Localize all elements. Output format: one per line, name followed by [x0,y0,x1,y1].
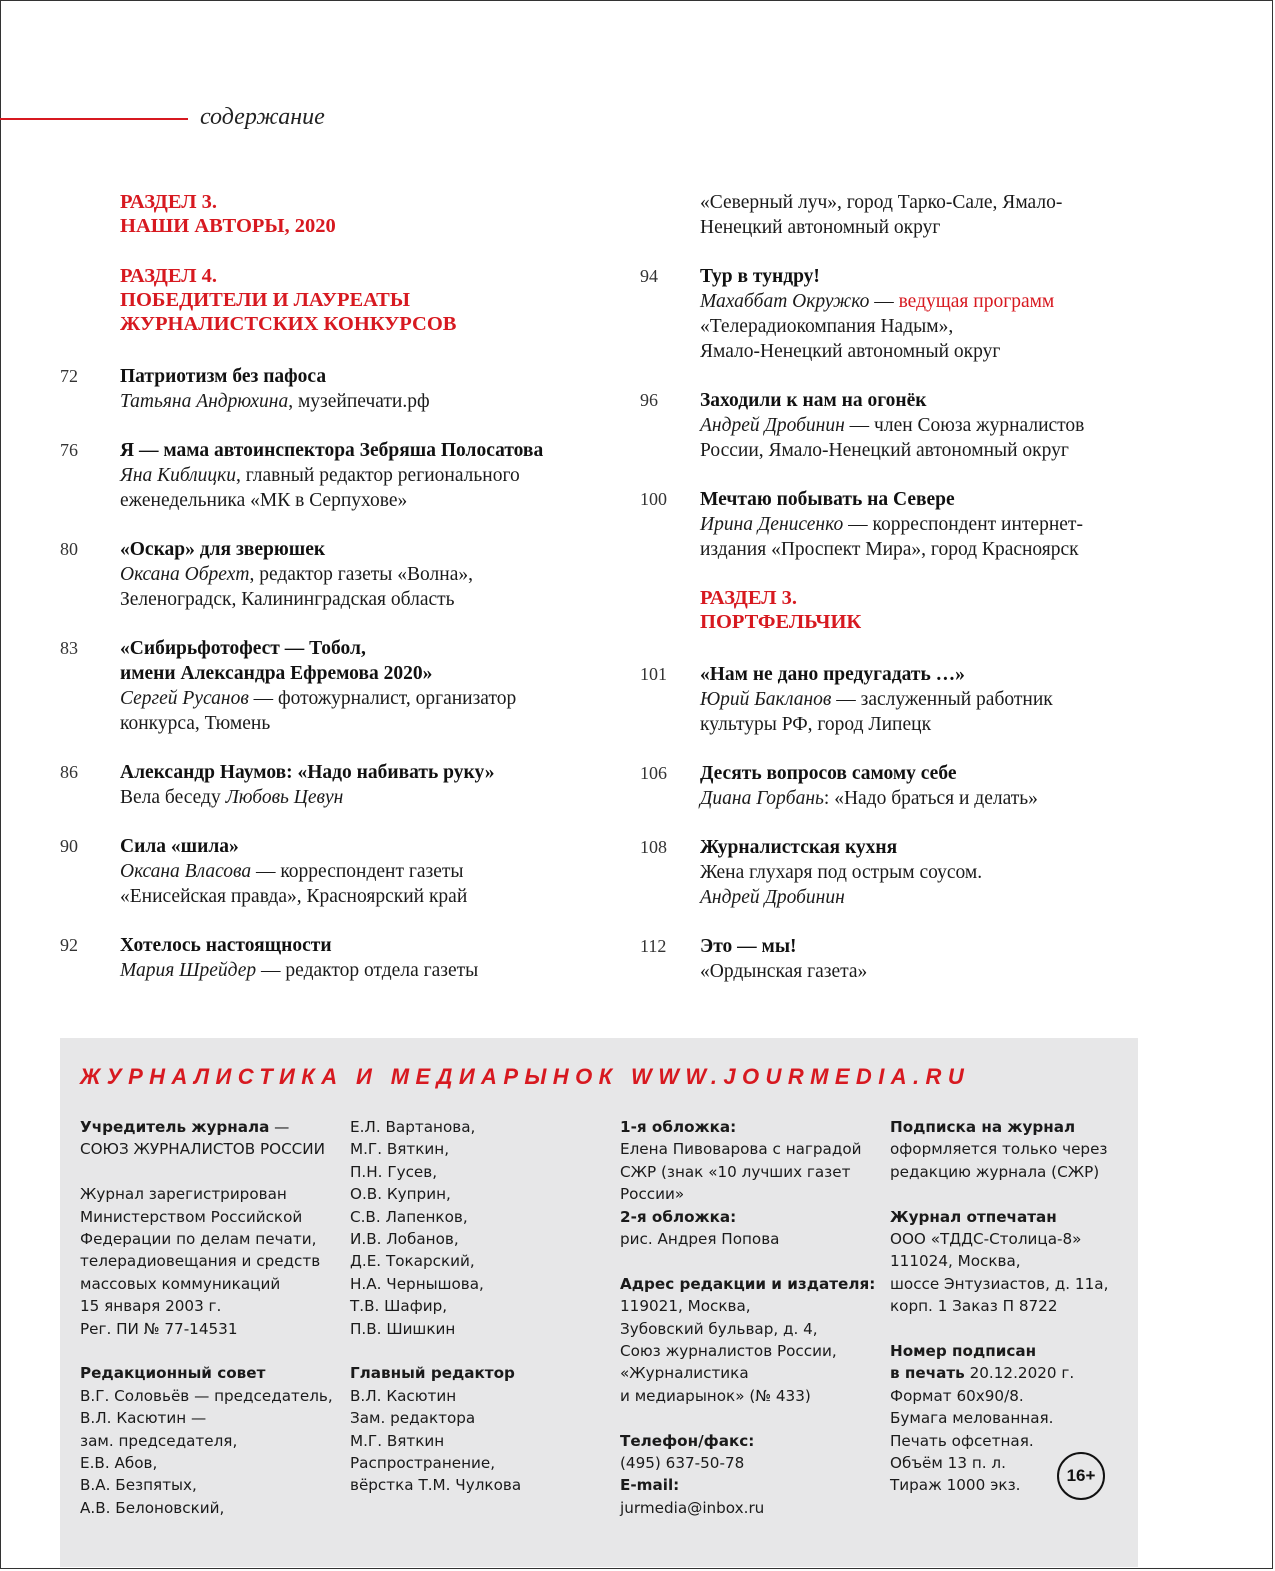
cover2-label: 2-я обложка: [620,1207,737,1226]
council-member: П.Н. Гусев, [350,1162,438,1181]
page-number: 72 [60,366,78,386]
article-subtitle: Жена глухаря под острым соусом. [700,862,983,883]
page-number: 80 [60,539,78,559]
editor-line: вёрстка Т.М. Чулкова [350,1476,522,1495]
address-label: Адрес редакции и издателя: [620,1274,876,1293]
page-number: 86 [60,762,78,782]
author-role: — корреспондент газеты [251,861,464,882]
age-rating-badge: 16+ [1057,1452,1105,1500]
toc-entry[interactable] [640,835,1160,910]
page-number: 106 [640,763,667,783]
cover1-line: России» [620,1185,685,1204]
editor-line: Распространение, [350,1454,496,1473]
editor-line: Зам. редактора [350,1409,476,1428]
spec-line: Формат 60х90/8. [890,1386,1024,1405]
article-title: Журналистская кухня [700,837,898,858]
section-title: ПОБЕДИТЕЛИ И ЛАУРЕАТЫ [120,289,410,311]
article-title-cont: имени Александра Ефремова 2020» [120,663,433,684]
phone-number: (495) 637-50-78 [620,1454,745,1473]
article-title: Патриотизм без пафоса [120,366,327,387]
council-label: Редакционный совет [80,1364,266,1383]
author-name: Ирина Денисенко [700,514,844,535]
editor-line: В.Л. Касютин [350,1386,457,1405]
author-name: Татьяна Андрюхина [120,391,289,412]
address-line: Зубовский бульвар, д. 4, [620,1319,818,1338]
page-number: 94 [640,266,658,286]
address-line: Союз журналистов России, [620,1342,837,1361]
article-title: Сила «шила» [120,836,239,857]
author-name: Андрей Дробинин [700,887,845,908]
toc-right-column [640,190,1160,1008]
founder-label: Учредитель журнала [80,1118,270,1136]
council-member: Н.А. Чернышова, [350,1274,484,1293]
council-member: С.В. Лапенков, [350,1207,468,1226]
imprint-column-subscription [890,1116,1108,1497]
signed-date: 20.12.2020 г. [964,1364,1075,1383]
cover1-line: СЖР (знак «10 лучших газет [620,1162,851,1181]
subscription-line: редакцию журнала (СЖР) [890,1162,1100,1181]
council-member: А.В. Белоновский, [80,1498,225,1517]
email-label: E-mail: [620,1476,680,1495]
author-role: , главный редактор регионального [236,465,520,486]
toc-entry[interactable] [60,760,600,810]
council-member: В.Г. Соловьёв — председатель, [80,1386,333,1405]
author-role: : «Надо браться и делать» [823,788,1038,809]
byline-continuation [640,190,1160,240]
cover1-line: Елена Пивоварова с наградой [620,1140,862,1159]
article-byline-cont: культуры РФ, город Липецк [700,714,932,735]
founder-dash: — [269,1118,290,1136]
address-line: «Журналистика [620,1364,749,1383]
toc-entry[interactable] [60,537,600,612]
imprint-column-contacts [620,1116,875,1519]
article-byline [120,686,600,711]
byline-dash: — [869,291,899,312]
spec-line: Объём 13 п. л. [890,1454,1006,1473]
article-byline-cont: Зеленоградск, Калининградская область [120,589,455,610]
article-byline [700,289,1160,314]
author-name: Махаббат Окружко [700,291,870,312]
toc-entry[interactable] [60,438,600,513]
article-title: «Сибирьфотофест — Тобол, [120,638,366,659]
registration-line: 15 января 2003 г. [80,1297,222,1316]
header-rule [0,118,188,120]
imprint-panel [60,1038,1138,1567]
address-line: 119021, Москва, [620,1297,751,1316]
cover2-line: рис. Андрея Попова [620,1230,780,1249]
page-number: 96 [640,390,658,410]
council-member: П.В. Шишкин [350,1319,456,1338]
council-member: Е.В. Абов, [80,1454,158,1473]
article-subtitle: «Ордынская газета» [700,961,868,982]
editor-label: Главный редактор [350,1364,515,1383]
council-member: О.В. Куприн, [350,1185,451,1204]
article-title: Хотелось настоящности [120,935,332,956]
author-role: — фотожурналист, организатор [248,688,517,709]
article-byline-cont: еженедельника «МК в Серпухове» [120,490,408,511]
article-byline-cont: России, Ямало-Ненецкий автономный округ [700,440,1069,461]
article-byline [700,413,1160,438]
email-address[interactable]: jurmedia@inbox.ru [620,1498,765,1517]
author-name: Яна Киблицки [120,465,237,486]
cover1-label: 1-я обложка: [620,1118,737,1136]
subscription-label: Подписка на журнал [890,1118,1076,1136]
registration-line: массовых коммуникаций [80,1274,281,1293]
author-role: — член Союза журналистов [844,415,1085,436]
article-title: Тур в тундру! [700,266,820,287]
section-heading-authors [120,190,600,238]
printer-line: шоссе Энтузиастов, д. 11а, [890,1274,1109,1293]
council-member: Д.Е. Токарский, [350,1252,475,1271]
toc-entry[interactable] [60,636,600,736]
toc-entry[interactable] [640,662,1160,737]
page-number: 101 [640,664,667,684]
council-member: В.Л. Касютин — [80,1409,207,1428]
section-number: РАЗДЕЛ 3. [700,587,798,609]
toc-entry[interactable] [640,487,1160,562]
author-role: — заслуженный работник [831,689,1053,710]
article-byline-cont: конкурса, Тюмень [120,713,271,734]
signed-label: Номер подписан [890,1342,1037,1361]
article-title: Александр Наумов: «Надо набивать руку» [120,762,495,783]
registration-line: Журнал зарегистрирован [80,1185,287,1204]
article-byline [700,786,1160,811]
article-title: «Оскар» для зверюшек [120,539,326,560]
council-member: М.Г. Вяткин, [350,1140,450,1159]
author-role: , музейпечати.рф [288,391,430,412]
section-title: ЖУРНАЛИСТСКИХ КОНКУРСОВ [120,313,457,335]
page-number: 76 [60,440,78,460]
byline-prefix: Вела беседу [120,787,226,808]
registration-line: Рег. ПИ № 77-14531 [80,1319,238,1338]
author-name: Мария Шрейдер [120,960,257,981]
article-byline [120,859,600,884]
article-byline [120,463,600,488]
toc-left-column [60,190,600,1007]
registration-line: Министерством Российской [80,1207,303,1226]
author-name: Оксана Власова [120,861,252,882]
toc-entry[interactable] [60,364,600,414]
toc-entry[interactable] [640,388,1160,463]
author-name: Юрий Бакланов [700,689,832,710]
registration-line: Федерации по делам печати, [80,1230,317,1249]
article-title: Мечтаю побывать на Севере [700,489,955,510]
author-name: Диана Горбань [700,788,824,809]
editor-line: М.Г. Вяткин [350,1431,445,1450]
author-name: Любовь Цевун [225,787,344,808]
toc-entry[interactable] [60,834,600,909]
section-number: РАЗДЕЛ 4. [120,265,218,287]
article-byline [700,687,1160,712]
author-name: Оксана Обрехт [120,564,250,585]
printer-line: 111024, Москва, [890,1252,1021,1271]
page-number: 100 [640,489,667,509]
address-line: и медиарынок» (№ 433) [620,1386,811,1405]
byline-continuation-line: «Северный луч», город Тарко-Сале, Ямало- [700,192,1063,213]
printer-label: Журнал отпечатан [890,1207,1057,1226]
page-number: 83 [60,638,78,658]
founder-name: СОЮЗ ЖУРНАЛИСТОВ РОССИИ [80,1140,326,1159]
article-title: Десять вопросов самому себе [700,763,957,784]
article-byline [120,389,600,414]
article-title: Это — мы! [700,936,797,957]
council-member: Е.Л. Вартанова, [350,1118,476,1136]
registration-line: телерадиовещания и средств [80,1252,321,1271]
author-role: , редактор газеты «Волна», [249,564,473,585]
council-member: В.А. Безпятых, [80,1476,197,1495]
printer-line: ООО «ТДДС-Столица-8» [890,1230,1082,1249]
article-byline-cont: «Телерадиокомпания Надым», [700,316,954,337]
council-member: И.В. Лобанов, [350,1230,459,1249]
toc-entry[interactable] [60,933,600,983]
section-number: РАЗДЕЛ 3. [120,191,218,213]
article-title: Я — мама автоинспектора Зебряша Полосатова [120,440,544,461]
printer-line: корп. 1 Заказ П 8722 [890,1297,1058,1316]
toc-entry[interactable] [640,934,1160,984]
imprint-column-council [350,1116,521,1497]
section-title: НАШИ АВТОРЫ, 2020 [120,215,336,237]
spec-line: Бумага мелованная. [890,1409,1054,1428]
page-number: 92 [60,935,78,955]
byline-continuation-line: Ненецкий автономный округ [700,217,941,238]
author-role: — корреспондент интернет- [843,514,1083,535]
section-heading-portfolio [700,586,1160,634]
page-number: 112 [640,936,667,956]
article-byline-cont: издания «Проспект Мира», город Красноярск [700,539,1079,560]
spec-line: Тираж 1000 экз. [890,1476,1021,1495]
article-title: «Нам не дано предугадать …» [700,664,965,685]
article-byline [120,562,600,587]
subscription-line: оформляется только через [890,1140,1108,1159]
imprint-column-founder [80,1116,333,1519]
spec-line: Печать офсетная. [890,1431,1034,1450]
toc-entry[interactable] [640,761,1160,811]
page-number: 108 [640,837,667,857]
signed-label-cont: в печать [890,1364,965,1383]
article-title: Заходили к нам на огонёк [700,390,927,411]
section-heading-winners [120,264,600,336]
author-name: Сергей Русанов [120,688,249,709]
toc-entry[interactable] [640,264,1160,364]
section-title: ПОРТФЕЛЬЧИК [700,611,862,633]
article-byline-cont: Ямало-Ненецкий автономный округ [700,341,1001,362]
page-number: 90 [60,836,78,856]
phone-label: Телефон/факс: [620,1431,755,1450]
page-title: содержание [200,104,325,130]
magazine-brand: ЖУРНАЛИСТИКА И МЕДИАРЫНОК WWW.JOURMEDIA.RU [80,1064,971,1089]
article-byline [120,785,600,810]
article-byline [120,958,600,983]
article-byline [700,512,1160,537]
author-name: Андрей Дробинин [700,415,845,436]
council-member: Т.В. Шафир, [350,1297,448,1316]
author-role: — редактор отдела газеты [256,960,479,981]
author-role-highlight: ведущая программ [898,291,1055,312]
council-member: зам. председателя, [80,1431,238,1450]
article-byline-cont: «Енисейская правда», Красноярский край [120,886,468,907]
